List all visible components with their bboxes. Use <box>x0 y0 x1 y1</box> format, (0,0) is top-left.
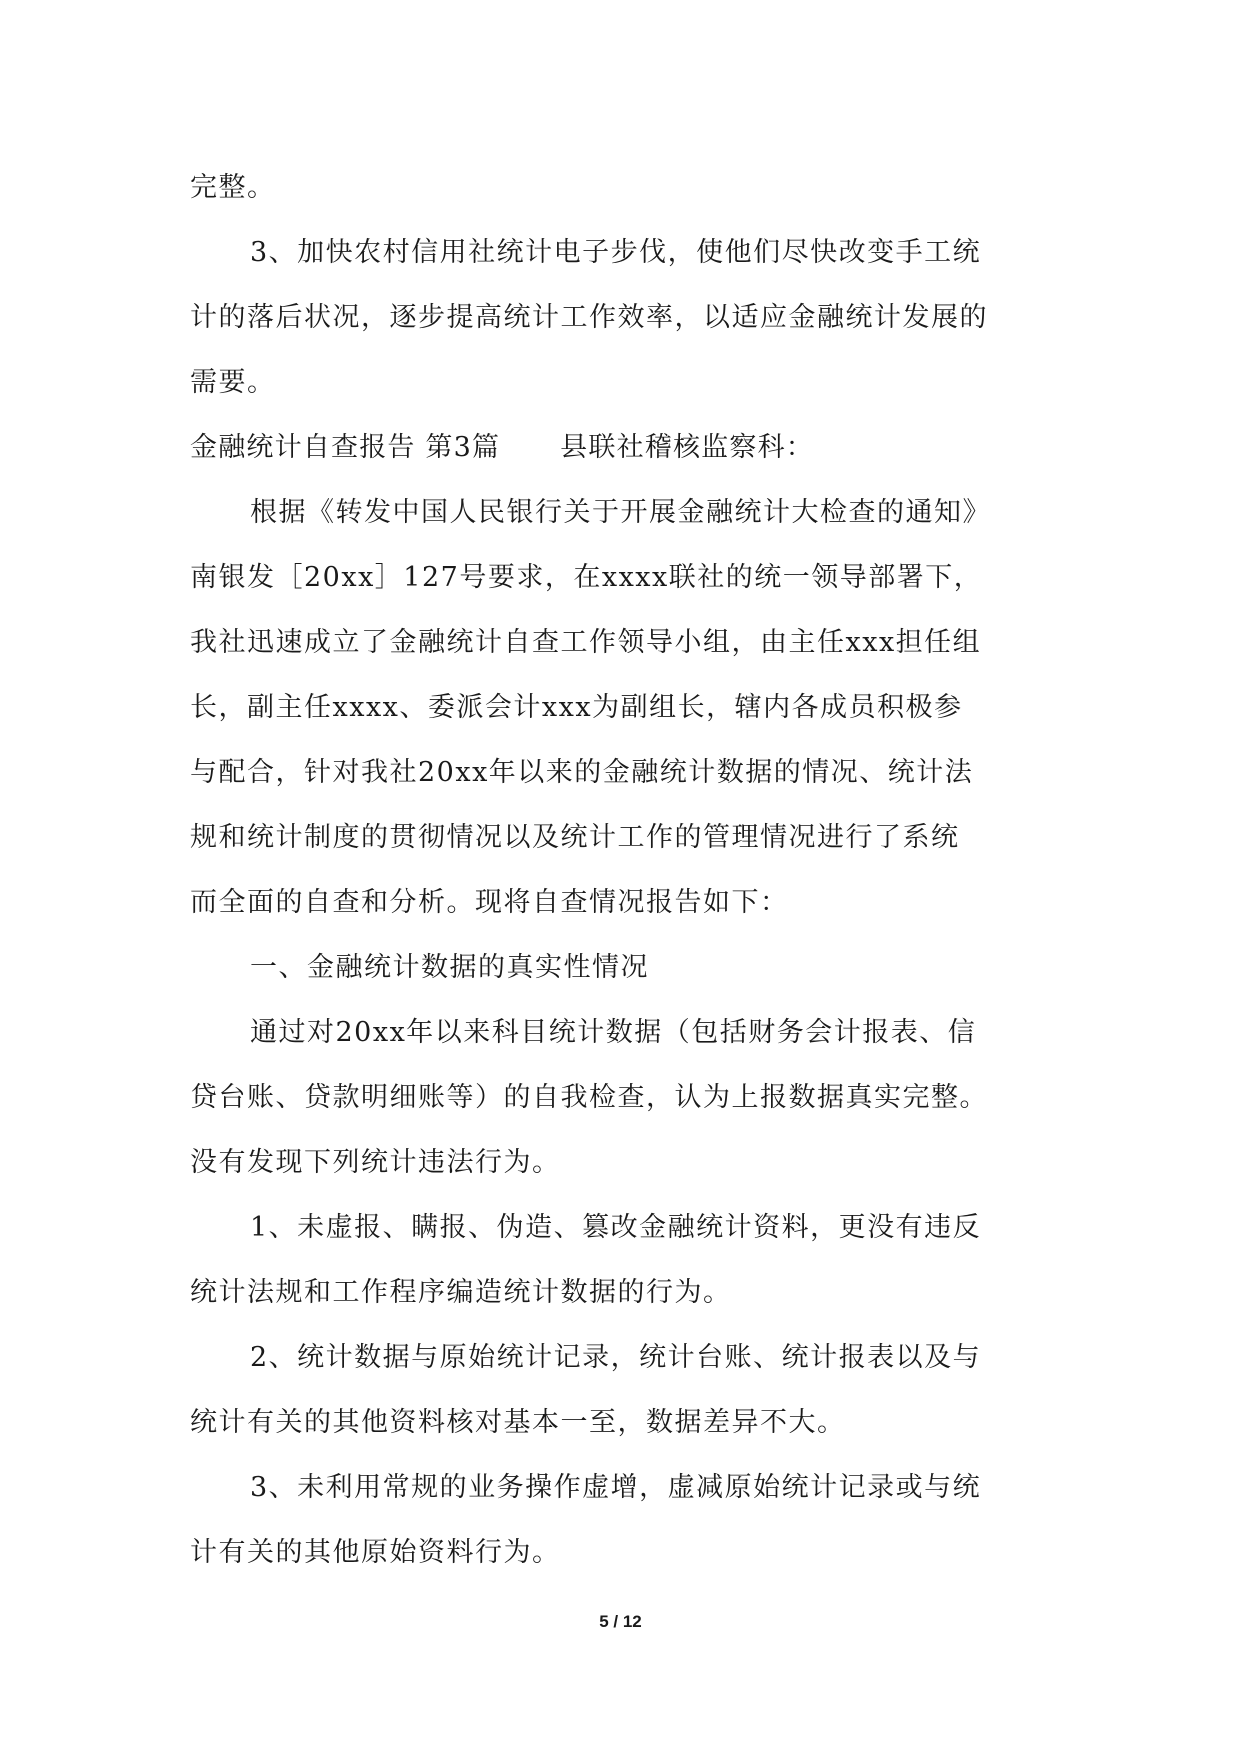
text-line: 通过对20xx年以来科目统计数据（包括财务会计报表、信 <box>250 1017 977 1048</box>
text-line: 南银发［20xx］127号要求，在xxxx联社的统一领导部署下， <box>190 562 983 593</box>
text-line: 计有关的其他原始资料行为。 <box>190 1537 561 1568</box>
text-line: 而全面的自查和分析。现将自查情况报告如下： <box>190 887 789 918</box>
text-line: 规和统计制度的贯彻情况以及统计工作的管理情况进行了系统 <box>190 822 960 853</box>
text-line: 贷台账、贷款明细账等）的自我检查，认为上报数据真实完整。 <box>190 1082 988 1113</box>
text-line: 与配合，针对我社20xx年以来的金融统计数据的情况、统计法 <box>190 757 974 788</box>
text-line: 1、未虚报、瞒报、伪造、篡改金融统计资料，更没有违反 <box>250 1212 982 1243</box>
text-line: 统计法规和工作程序编造统计数据的行为。 <box>190 1277 732 1308</box>
text-line: 根据《转发中国人民银行关于开展金融统计大检查的通知》 <box>250 497 991 528</box>
text-line: 计的落后状况，逐步提高统计工作效率，以适应金融统计发展的 <box>190 302 988 333</box>
text-line: 长，副主任xxxx、委派会计xxx为副组长，辖内各成员积极参 <box>190 692 963 723</box>
text-line: 没有发现下列统计违法行为。 <box>190 1147 561 1178</box>
text-line: 完整。 <box>190 172 276 203</box>
subsection-heading: 一、金融统计数据的真实性情况 <box>250 952 649 983</box>
text-line: 我社迅速成立了金融统计自查工作领导小组，由主任xxx担任组 <box>190 627 982 658</box>
section-title: 金融统计自查报告 第3篇 <box>190 432 501 463</box>
text-line: 需要。 <box>190 367 276 398</box>
page-number: 5 / 12 <box>599 1612 642 1631</box>
text-line: 2、统计数据与原始统计记录，统计台账、统计报表以及与 <box>250 1342 982 1373</box>
text-line: 统计有关的其他资料核对基本一至，数据差异不大。 <box>190 1407 846 1438</box>
text-line: 3、加快农村信用社统计电子步伐，使他们尽快改变手工统 <box>250 237 982 268</box>
section-heading <box>190 415 1050 480</box>
document-body <box>190 155 1050 1585</box>
recipient-line: 县联社稽核监察科： <box>560 432 814 463</box>
text-line: 3、未利用常规的业务操作虚增，虚减原始统计记录或与统 <box>250 1472 982 1503</box>
